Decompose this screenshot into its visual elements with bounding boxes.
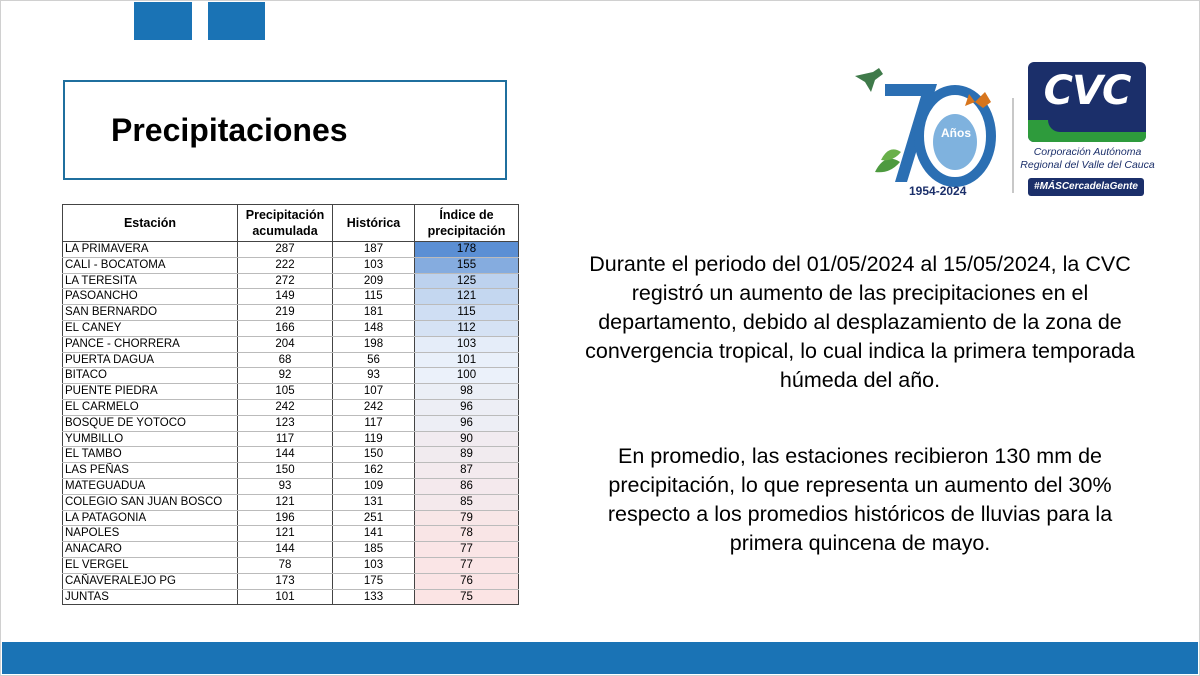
historic-cell: 148 [333,320,415,336]
station-cell: BOSQUE DE YOTOCO [63,415,238,431]
table-row [63,557,519,573]
footer-bar [2,642,1198,674]
accumulated-cell: 150 [238,463,333,479]
station-cell: LA PRIMAVERA [63,242,238,258]
precipitation-table-wrapper [62,204,518,605]
station-cell: CALI - BOCATOMA [63,257,238,273]
table-row [63,415,519,431]
historic-cell: 162 [333,463,415,479]
accumulated-cell: 166 [238,320,333,336]
accumulated-cell: 93 [238,478,333,494]
index-cell: 78 [415,526,519,542]
table-row [63,447,519,463]
table-row [63,589,519,605]
station-cell: JUNTAS [63,589,238,605]
accumulated-cell: 101 [238,589,333,605]
table-row [63,494,519,510]
station-cell: PASOANCHO [63,289,238,305]
table-row [63,352,519,368]
historic-cell: 150 [333,447,415,463]
historic-cell: 181 [333,305,415,321]
accumulated-cell: 272 [238,273,333,289]
table-row [63,573,519,589]
cvc-logo [1020,62,1155,202]
index-cell: 87 [415,463,519,479]
accumulated-cell: 144 [238,542,333,558]
historic-cell: 187 [333,242,415,258]
station-cell: BITACO [63,368,238,384]
index-cell: 115 [415,305,519,321]
table-row [63,463,519,479]
station-cell: NAPOLES [63,526,238,542]
accumulated-cell: 105 [238,384,333,400]
accumulated-cell: 196 [238,510,333,526]
table-header-row [63,205,519,242]
index-cell: 90 [415,431,519,447]
index-cell: 96 [415,399,519,415]
index-cell: 89 [415,447,519,463]
accumulated-cell: 149 [238,289,333,305]
title-box [63,80,507,180]
station-cell: LAS PEÑAS [63,463,238,479]
index-cell: 96 [415,415,519,431]
accumulated-cell: 204 [238,336,333,352]
index-cell: 103 [415,336,519,352]
historic-cell: 131 [333,494,415,510]
accumulated-cell: 78 [238,557,333,573]
accumulated-cell: 144 [238,447,333,463]
station-cell: COLEGIO SAN JUAN BOSCO [63,494,238,510]
station-cell: EL VERGEL [63,557,238,573]
cvc-green-band [1028,120,1146,142]
header-index: Índice de precipitación [415,205,519,242]
table-row [63,320,519,336]
historic-cell: 198 [333,336,415,352]
cvc-subtitle: Corporación Autónoma Regional del Valle del Cauca [1020,146,1155,171]
historic-cell: 107 [333,384,415,400]
historic-cell: 175 [333,573,415,589]
historic-cell: 185 [333,542,415,558]
index-cell: 100 [415,368,519,384]
historic-cell: 133 [333,589,415,605]
historic-cell: 109 [333,478,415,494]
station-cell: EL CARMELO [63,399,238,415]
index-cell: 98 [415,384,519,400]
table-row [63,478,519,494]
index-cell: 79 [415,510,519,526]
accumulated-cell: 121 [238,526,333,542]
table-row [63,526,519,542]
historic-cell: 119 [333,431,415,447]
cvc-acronym: CVC [1043,68,1131,114]
anniversary-anos-label: Años [941,126,971,140]
accumulated-cell: 123 [238,415,333,431]
index-cell: 121 [415,289,519,305]
accumulated-cell: 68 [238,352,333,368]
index-cell: 77 [415,542,519,558]
station-cell: SAN BERNARDO [63,305,238,321]
station-cell: YUMBILLO [63,431,238,447]
header-station: Estación [63,205,238,242]
anniversary-70-graphic [845,62,1005,202]
page-title: Precipitaciones [111,112,348,148]
historic-cell: 117 [333,415,415,431]
table-row [63,542,519,558]
precipitation-table [62,204,519,605]
accumulated-cell: 121 [238,494,333,510]
cvc-hashtag: #MÁSCercadelaGente [1028,178,1144,196]
accumulated-cell: 242 [238,399,333,415]
table-body [63,242,519,605]
station-cell: EL TAMBO [63,447,238,463]
table-row [63,399,519,415]
station-cell: LA PATAGONIA [63,510,238,526]
table-row [63,368,519,384]
summary-paragraph-2: En promedio, las estaciones recibieron 130 mm de precipitación, lo que representa un aumento del 30% respecto a los promedios históricos de lluvias para la primera quincena de mayo. [607,444,1113,555]
table-row [63,289,519,305]
index-cell: 86 [415,478,519,494]
index-cell: 85 [415,494,519,510]
table-row [63,384,519,400]
header-block-right [208,2,265,40]
logo-divider [1012,98,1014,193]
historic-cell: 115 [333,289,415,305]
historic-cell: 103 [333,557,415,573]
table-row [63,431,519,447]
accumulated-cell: 219 [238,305,333,321]
table-row [63,257,519,273]
station-cell: PANCE - CHORRERA [63,336,238,352]
station-cell: MATEGUADUA [63,478,238,494]
table-row [63,273,519,289]
station-cell: EL CANEY [63,320,238,336]
historic-cell: 242 [333,399,415,415]
index-cell: 155 [415,257,519,273]
index-cell: 125 [415,273,519,289]
index-cell: 77 [415,557,519,573]
index-cell: 112 [415,320,519,336]
header-accumulated: Precipitación acumulada [238,205,333,242]
index-cell: 76 [415,573,519,589]
index-cell: 101 [415,352,519,368]
station-cell: LA TERESITA [63,273,238,289]
table-row [63,242,519,258]
table-row [63,305,519,321]
header-historic: Histórica [333,205,415,242]
cvc-logo-box [1028,62,1146,142]
historic-cell: 141 [333,526,415,542]
historic-cell: 93 [333,368,415,384]
accumulated-cell: 222 [238,257,333,273]
historic-cell: 103 [333,257,415,273]
index-cell: 75 [415,589,519,605]
anniversary-logo [845,62,1005,202]
index-cell: 178 [415,242,519,258]
header-block-left [134,2,192,40]
station-cell: PUENTE PIEDRA [63,384,238,400]
table-row [63,510,519,526]
accumulated-cell: 173 [238,573,333,589]
anniversary-years-label: 1954-2024 [909,184,967,198]
station-cell: ANACARO [63,542,238,558]
historic-cell: 56 [333,352,415,368]
historic-cell: 251 [333,510,415,526]
accumulated-cell: 287 [238,242,333,258]
accumulated-cell: 117 [238,431,333,447]
table-row [63,336,519,352]
historic-cell: 209 [333,273,415,289]
station-cell: CAÑAVERALEJO PG [63,573,238,589]
station-cell: PUERTA DAGUA [63,352,238,368]
summary-paragraph-1: Durante el periodo del 01/05/2024 al 15/05/2024, la CVC registró un aumento de las precipitaciones en el departamento, debido al desplazamiento de la zona de convergencia tropical, lo cual indica la primera temporada húmeda del año. [585,252,1135,392]
accumulated-cell: 92 [238,368,333,384]
